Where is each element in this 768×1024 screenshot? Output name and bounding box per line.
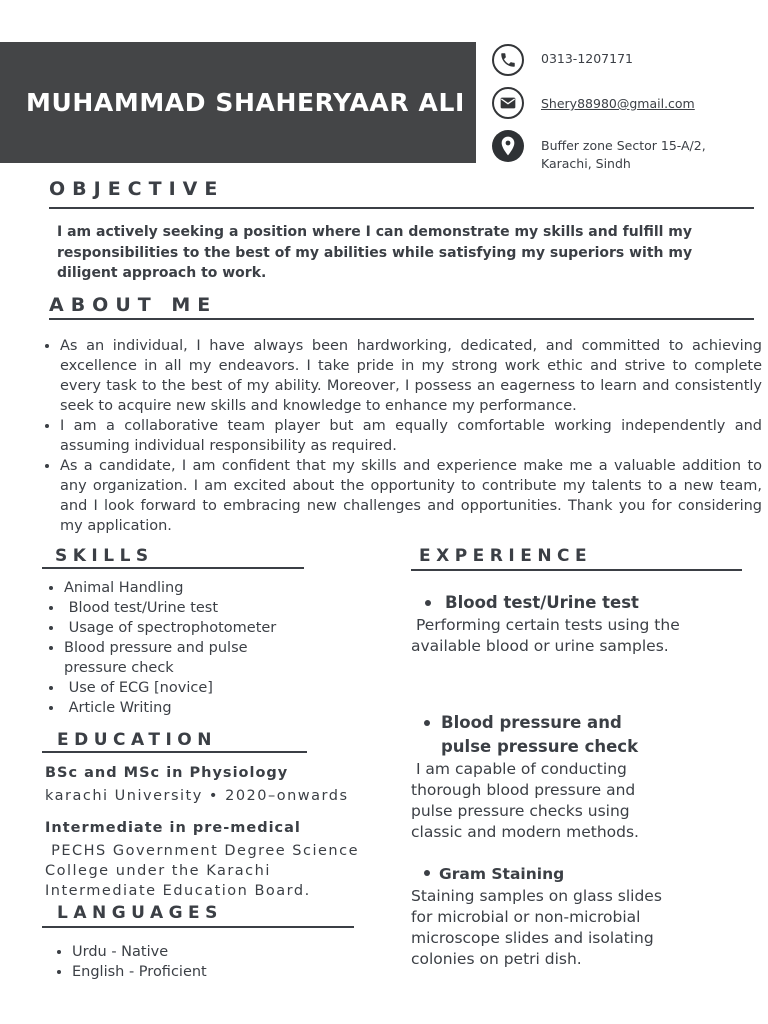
list-item: • Urdu - Native — [72, 942, 352, 962]
skills-list — [42, 578, 344, 718]
bullet-icon — [424, 870, 430, 876]
name-banner — [0, 42, 476, 163]
location-pin-icon — [492, 130, 524, 162]
experience-divider — [411, 569, 742, 571]
list-item: • Blood test/Urine test — [64, 598, 344, 618]
about-divider — [49, 318, 754, 320]
experience-description: I am capable of conducting thorough blood pressure and pulse pressure checks using classic and modern methods. — [411, 760, 641, 841]
experience-description: Performing certain tests using the available blood or urine samples. — [411, 616, 685, 655]
languages-list — [50, 942, 352, 982]
list-item: • Use of ECG [novice] — [64, 678, 344, 698]
list-item: • As an individual, I have always been hardworking, dedicated, and committed to achieving excellence in all my endeavors. I take pride in my strong work ethic and strive to complete every task to the best of my ability. Moreover, I possess an eagerness to learn and consistently seek to acquire new skills and knowledge to enhance my performance. — [60, 336, 762, 416]
experience-entry — [411, 862, 681, 970]
bullet-icon — [424, 720, 430, 726]
education-title: Intermediate in pre-medical — [45, 820, 301, 836]
education-subtitle: karachi University • 2020–onwards — [45, 788, 349, 804]
list-item: • I am a collaborative team player but am equally comfortable working independently and assuming individual responsibility as required. — [60, 416, 762, 456]
phone-icon — [492, 44, 524, 76]
experience-heading: EXPERIENCE — [419, 546, 593, 566]
email-link[interactable]: Shery88980@gmail.com — [541, 96, 695, 111]
objective-heading: OBJECTIVE — [49, 178, 225, 200]
list-item: • Animal Handling — [64, 578, 344, 598]
experience-title: Gram Staining — [439, 865, 565, 883]
languages-divider — [42, 926, 354, 928]
bullet-icon — [425, 600, 431, 606]
experience-description: Staining samples on glass slides for microbial or non-microbial microscope slides and isolating colonies on petri dish. — [411, 887, 662, 968]
list-item: • Article Writing — [64, 698, 344, 718]
person-name: MUHAMMAD SHAHERYAAR ALI — [26, 88, 465, 117]
education-divider — [42, 751, 307, 753]
education-subtitle: PECHS Government Degree Science College under the Karachi Intermediate Education Board. — [45, 843, 366, 899]
list-item: • English - Proficient — [72, 962, 352, 982]
address-line-2: Karachi, Sindh — [541, 156, 631, 171]
about-heading: ABOUT ME — [49, 294, 218, 316]
list-item: • Blood pressure and pulse pressure check — [64, 638, 264, 678]
languages-heading: LANGUAGES — [57, 903, 223, 923]
address-line-1: Buffer zone Sector 15-A/2, — [541, 138, 706, 153]
experience-entry — [411, 711, 681, 843]
objective-divider — [49, 207, 754, 209]
skills-heading: SKILLS — [55, 546, 154, 566]
email-icon — [492, 87, 524, 119]
experience-title: Blood pressure and pulse pressure check — [441, 713, 639, 756]
experience-title: Blood test/Urine test — [445, 593, 639, 612]
list-item: • Usage of spectrophotometer — [64, 618, 344, 638]
phone-number: 0313-1207171 — [541, 51, 633, 66]
experience-entry — [411, 591, 685, 657]
education-title: BSc and MSc in Physiology — [45, 765, 289, 781]
about-list — [42, 336, 762, 536]
list-item: • As a candidate, I am confident that my skills and experience make me a valuable addition to any organization. I am excited about the opportunity to contribute my talents to a new team, and I look forward to embracing new challenges and opportunities. Thank you for considering my application. — [60, 456, 762, 536]
education-heading: EDUCATION — [57, 730, 217, 750]
objective-text: I am actively seeking a position where I can demonstrate my skills and fulfill my responsibilities to the best of my abilities while satisfying my superiors with my diligent approach to work. — [57, 224, 693, 281]
skills-divider — [42, 567, 304, 569]
